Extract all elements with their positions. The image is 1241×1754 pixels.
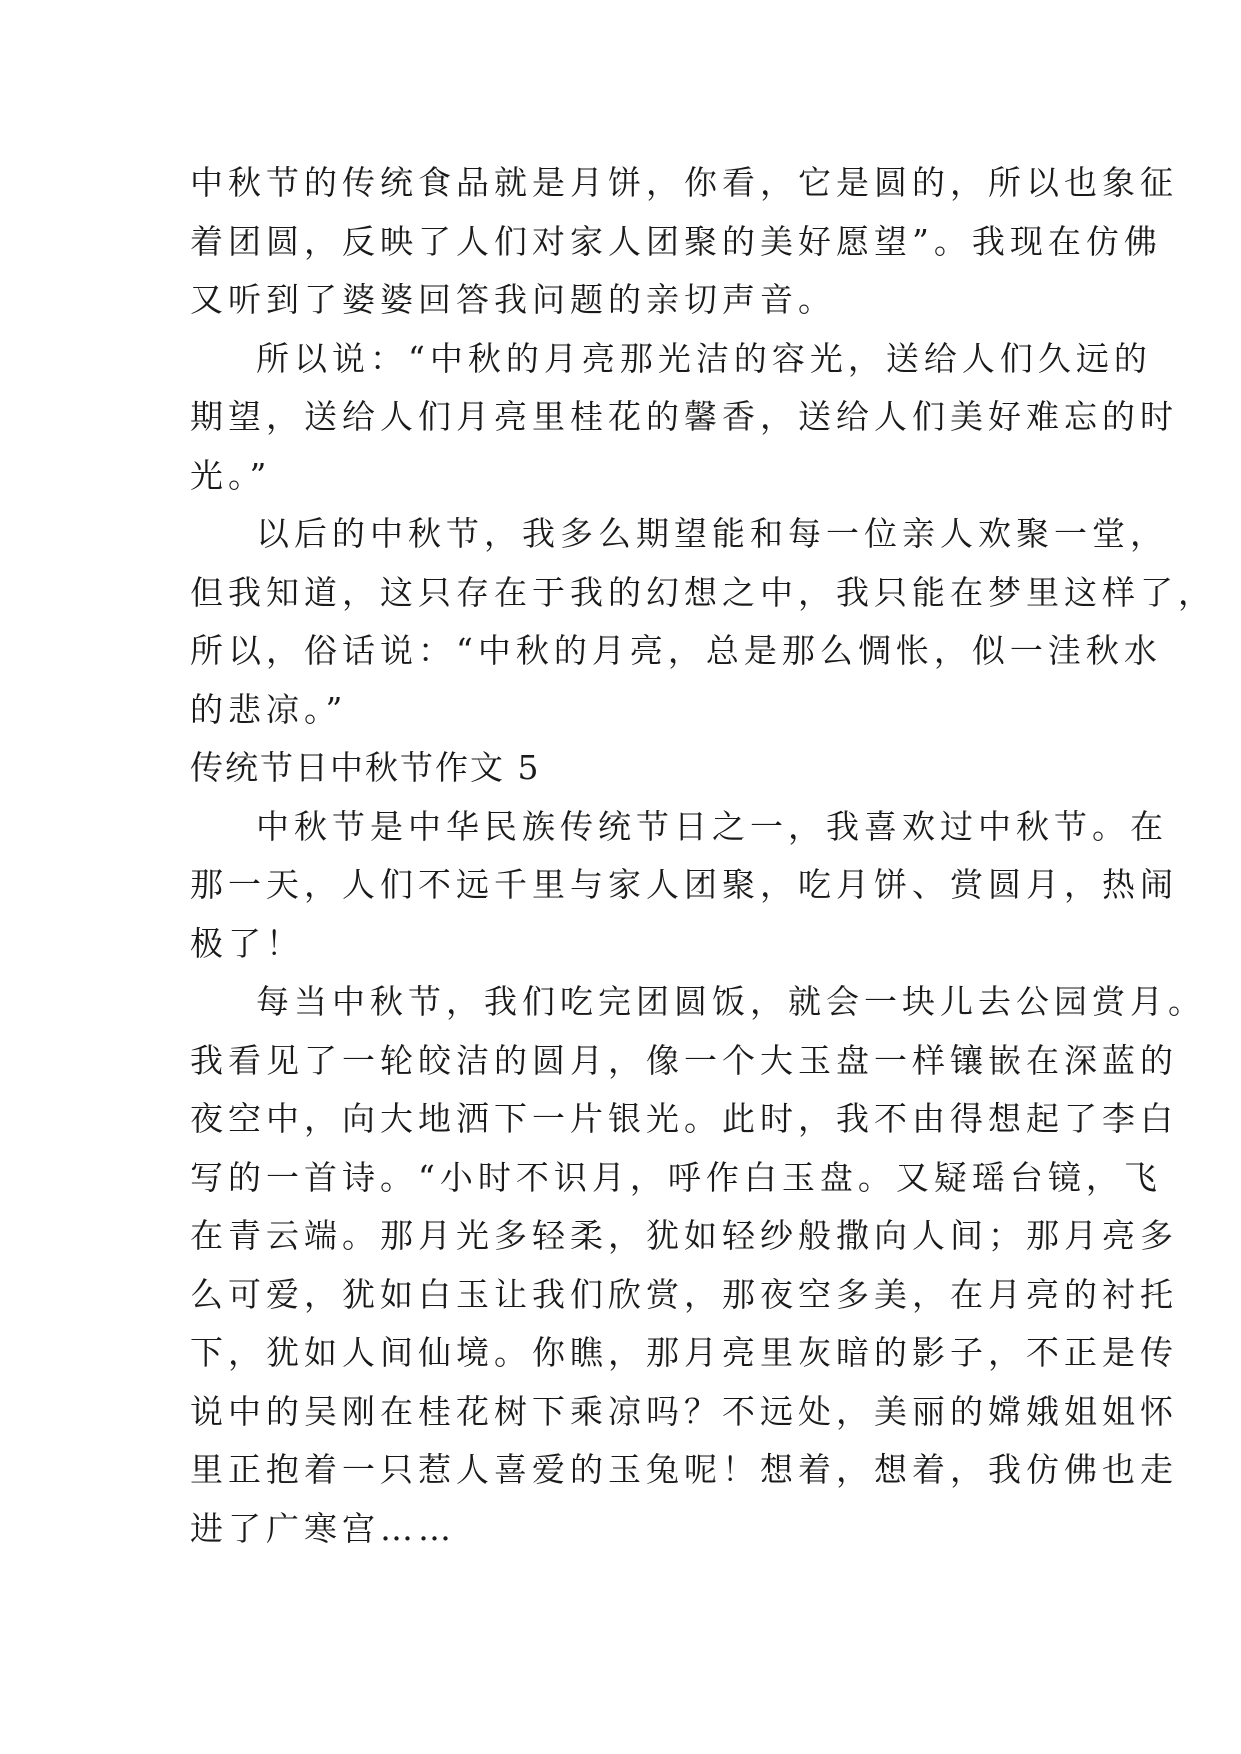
text-line: 里正抱着一只惹人喜爱的玉兔呢！想着，想着，我仿佛也走: [190, 1450, 1178, 1489]
text-line: 进了广寒宫……: [190, 1508, 456, 1548]
text-line: 说中的吴刚在桂花树下乘凉吗？不远处，美丽的嫦娥姐姐怀: [190, 1391, 1178, 1431]
text-line: 极了！: [190, 923, 304, 963]
text-line: 以后的中秋节，我多么期望能和每一位亲人欢聚一堂，: [256, 514, 1168, 553]
text-line: 么可爱，犹如白玉让我们欣赏，那夜空多美，在月亮的衬托: [190, 1274, 1178, 1314]
text-line: 所以说：“中秋的月亮那光洁的容光，送给人们久远的: [256, 338, 1152, 378]
text-line: 那一天，人们不远千里与家人团聚，吃月饼、赏圆月，热闹: [190, 865, 1178, 904]
paragraph: [190, 505, 1216, 739]
text-line: 又听到了婆婆回答我问题的亲切声音。: [190, 280, 836, 319]
section-heading: 传统节日中秋节作文 5: [190, 748, 541, 787]
text-line: 每当中秋节，我们吃完团圆饭，就会一块儿去公园赏月。: [256, 982, 1206, 1021]
text-line: 着团圆，反映了人们对家人团聚的美好愿望”。我现在仿佛: [190, 221, 1162, 261]
text-line: 写的一首诗。“小时不识月，呼作白玉盘。又疑瑶台镜，飞: [190, 1157, 1162, 1197]
text-line: 中秋节是中华民族传统节日之一，我喜欢过中秋节。在: [256, 806, 1168, 846]
text-line: 光。”: [190, 455, 272, 495]
document-body: [190, 154, 1216, 1558]
text-line: 期望，送给人们月亮里桂花的馨香，送给人们美好难忘的时: [190, 397, 1178, 436]
text-line: 我看见了一轮皎洁的圆月，像一个大玉盘一样镶嵌在深蓝的: [190, 1040, 1178, 1080]
text-line: 但我知道，这只存在于我的幻想之中，我只能在梦里这样了，: [190, 572, 1216, 612]
text-line: 所以，俗话说：“中秋的月亮，总是那么惆怅，似一洼秋水: [190, 631, 1162, 670]
text-line: 中秋节的传统食品就是月饼，你看，它是圆的，所以也象征: [190, 163, 1178, 202]
text-line: 在青云端。那月光多轻柔，犹如轻纱般撒向人间；那月亮多: [190, 1216, 1178, 1255]
text-line: 的悲凉。”: [190, 689, 348, 729]
text-line: 夜空中，向大地洒下一片银光。此时，我不由得想起了李白: [190, 1099, 1178, 1138]
paragraph: [190, 330, 1178, 506]
paragraph: [190, 798, 1178, 974]
paragraph: [190, 973, 1206, 1558]
paragraph-continued: [190, 154, 1178, 330]
text-line: 下，犹如人间仙境。你瞧，那月亮里灰暗的影子，不正是传: [190, 1333, 1178, 1372]
